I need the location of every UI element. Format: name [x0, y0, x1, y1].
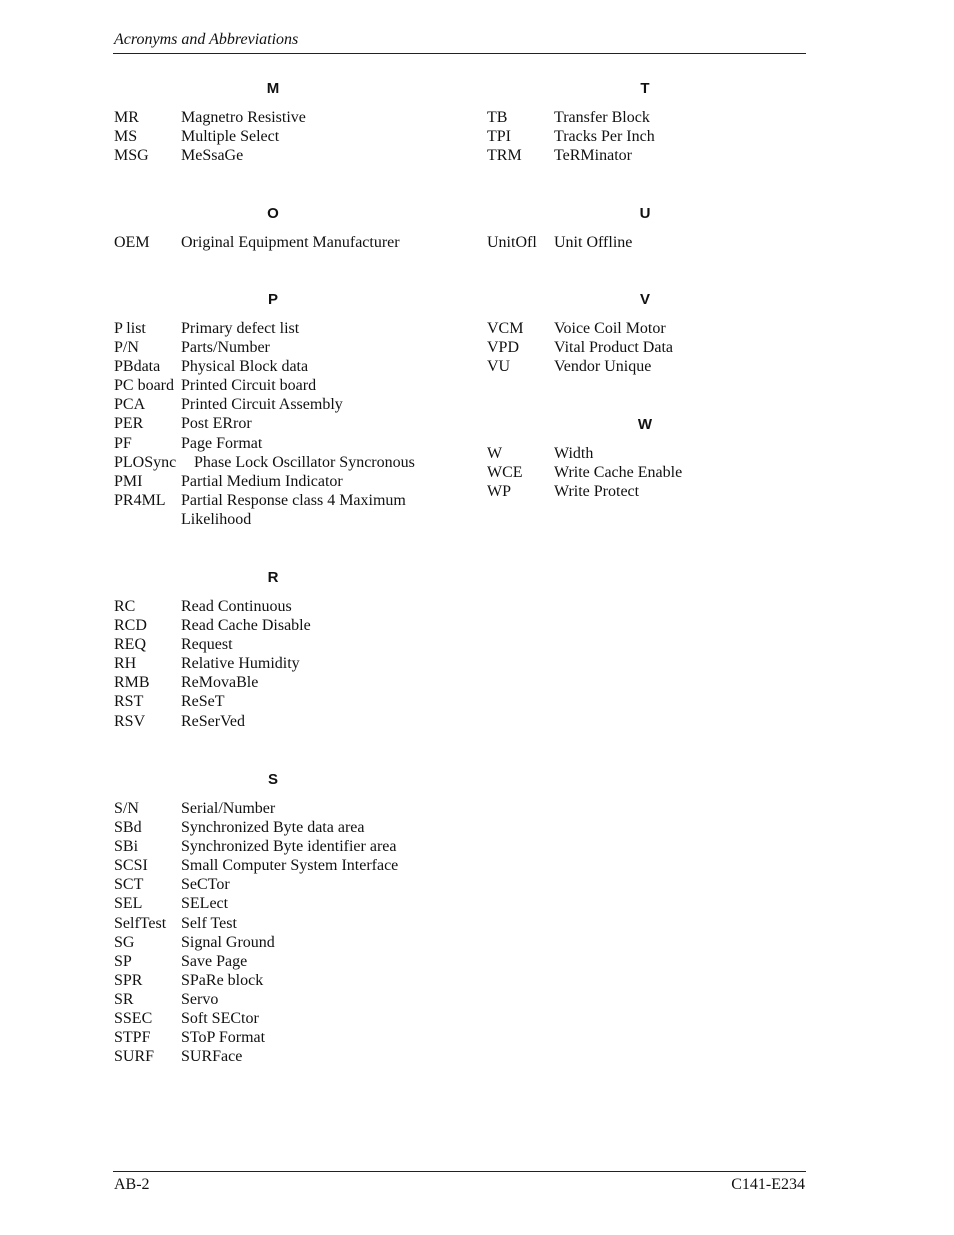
entry-abbreviation: P/N	[114, 339, 139, 357]
glossary-entry	[114, 952, 454, 971]
entry-abbreviation: RSV	[114, 712, 146, 730]
glossary-entry	[114, 414, 454, 433]
entry-abbreviation: SEL	[114, 895, 143, 913]
entry-abbreviation: TRM	[487, 147, 522, 165]
glossary-entry	[114, 319, 454, 338]
glossary-entry	[114, 712, 454, 731]
entry-definition: Multiple Select	[181, 128, 280, 146]
section-u	[487, 205, 807, 252]
entry-abbreviation: VU	[487, 358, 511, 376]
entry-definition: Read Cache Disable	[181, 617, 311, 635]
entry-definition: Tracks Per Inch	[554, 128, 655, 146]
glossary-entry	[114, 338, 454, 357]
glossary-entry	[487, 233, 807, 252]
entry-abbreviation: PLOSync	[114, 453, 177, 471]
entry-definition: SPaRe block	[181, 971, 264, 989]
section-letter: V	[639, 291, 650, 308]
entry-abbreviation: RH	[114, 655, 137, 673]
glossary-entry	[114, 933, 454, 952]
entry-abbreviation: SURF	[114, 1048, 155, 1066]
entry-definition: Voice Coil Motor	[554, 320, 666, 337]
glossary-entry	[114, 1047, 454, 1066]
entry-abbreviation: MSG	[114, 147, 149, 165]
entry-definition: Signal Ground	[181, 933, 275, 951]
entry-abbreviation: W	[487, 445, 503, 462]
glossary-entry	[487, 319, 807, 338]
entry-abbreviation: SG	[114, 933, 135, 951]
glossary-entry	[487, 108, 807, 127]
entry-abbreviation: SelfTest	[114, 914, 167, 932]
entry-list	[114, 108, 454, 165]
entry-abbreviation: WP	[487, 483, 511, 501]
section-t	[487, 80, 807, 165]
glossary-entry	[114, 837, 454, 856]
glossary-entry	[114, 357, 454, 376]
entry-definition: SURFace	[181, 1048, 243, 1066]
entry-definition: Post ERror	[181, 415, 252, 433]
section-letter: O	[267, 205, 279, 222]
entry-abbreviation: P list	[114, 320, 146, 337]
glossary-entry	[114, 971, 454, 990]
entry-definition: Phase Lock Oscillator Syncronous	[194, 453, 415, 471]
entry-abbreviation: SCT	[114, 876, 144, 894]
entry-abbreviation: SCSI	[114, 857, 148, 875]
entry-definition: SeCTor	[181, 876, 230, 894]
page-number: AB-2	[114, 1176, 150, 1193]
glossary-entry	[114, 597, 454, 616]
entry-definition: Width	[554, 445, 594, 462]
glossary-entry	[114, 654, 454, 673]
glossary-entry	[487, 482, 807, 501]
glossary-entry	[114, 233, 454, 252]
entry-abbreviation: TPI	[487, 128, 511, 146]
header-rule	[113, 53, 806, 54]
entry-abbreviation: RC	[114, 598, 136, 615]
entry-abbreviation: UnitOfl	[487, 234, 537, 251]
glossary-entry	[114, 875, 454, 894]
entry-definition: Serial/Number	[181, 800, 276, 817]
entry-definition: Vendor Unique	[554, 358, 652, 376]
entry-definition: SToP Format	[181, 1029, 266, 1047]
entry-definition: Write Protect	[554, 483, 640, 501]
entry-abbreviation: MR	[114, 109, 139, 126]
glossary-entry	[114, 894, 454, 913]
entry-definition: Small Computer System Interface	[181, 857, 399, 875]
page-header-title: Acronyms and Abbreviations	[114, 31, 299, 48]
glossary-entry	[114, 692, 454, 711]
glossary-entry	[114, 1028, 454, 1047]
entry-list	[487, 233, 807, 252]
entry-definition: Read Continuous	[181, 598, 292, 615]
entry-definition: Magnetro Resistive	[181, 109, 306, 126]
entry-definition: Servo	[181, 990, 219, 1008]
glossary-entry	[114, 914, 454, 933]
glossary-entry	[114, 818, 454, 837]
entry-definition: Printed Circuit Assembly	[181, 396, 343, 414]
entry-abbreviation: VPD	[487, 339, 520, 357]
entry-abbreviation: RST	[114, 693, 144, 711]
entry-definition: ReSerVed	[181, 712, 245, 730]
glossary-entry	[487, 338, 807, 357]
glossary-entry	[487, 463, 807, 482]
entry-definition: Request	[181, 636, 233, 654]
entry-list	[114, 319, 454, 529]
entry-list	[114, 233, 454, 252]
entry-abbreviation: OEM	[114, 234, 150, 251]
entry-abbreviation: SR	[114, 990, 134, 1008]
entry-definition: ReSeT	[181, 693, 225, 711]
glossary-entry	[114, 491, 454, 529]
glossary-entry	[114, 395, 454, 414]
entry-abbreviation: SBi	[114, 838, 139, 856]
entry-abbreviation: PR4ML	[114, 491, 166, 509]
glossary-entry	[114, 635, 454, 654]
entry-abbreviation: PCA	[114, 396, 146, 414]
footer-rule	[113, 1171, 806, 1172]
entry-abbreviation: TB	[487, 109, 508, 126]
entry-list	[487, 108, 807, 165]
glossary-entry	[114, 616, 454, 635]
section-p	[114, 291, 454, 529]
glossary-entry	[114, 127, 454, 146]
entry-definition: Original Equipment Manufacturer	[181, 234, 400, 251]
section-letter: W	[637, 416, 653, 433]
entry-definition: Unit Offline	[554, 234, 633, 251]
entry-abbreviation: REQ	[114, 636, 146, 654]
section-o	[114, 205, 454, 252]
entry-abbreviation: SBd	[114, 819, 142, 837]
entry-list	[114, 799, 454, 1066]
section-letter: S	[267, 771, 278, 788]
entry-definition: Parts/Number	[181, 339, 270, 357]
section-letter: P	[267, 291, 278, 308]
section-letter: U	[639, 205, 651, 222]
glossary-entry	[114, 472, 454, 491]
entry-list	[114, 597, 454, 731]
section-letter: T	[640, 80, 650, 97]
entry-definition: Self Test	[181, 914, 237, 932]
entry-abbreviation: VCM	[487, 320, 524, 337]
glossary-entry	[114, 146, 454, 165]
section-r	[114, 569, 454, 731]
entry-abbreviation: RMB	[114, 674, 150, 692]
entry-definition: MeSsaGe	[181, 147, 244, 165]
entry-definition: Partial Response class 4 Maximum Likelihood	[181, 491, 406, 528]
entry-abbreviation: PER	[114, 415, 144, 433]
entry-abbreviation: SSEC	[114, 1010, 153, 1028]
entry-abbreviation: MS	[114, 128, 138, 146]
entry-abbreviation: SP	[114, 952, 132, 970]
entry-definition: ReMovaBle	[181, 674, 259, 692]
document-id: C141-E234	[731, 1176, 805, 1193]
glossary-entry	[487, 127, 807, 146]
entry-definition: TeRMinator	[554, 147, 632, 165]
glossary-entry	[114, 856, 454, 875]
entry-list	[487, 319, 807, 376]
entry-abbreviation: PC board	[114, 377, 174, 395]
glossary-entry	[487, 146, 807, 165]
glossary-entry	[114, 990, 454, 1009]
glossary-entry	[114, 673, 454, 692]
entry-abbreviation: PMI	[114, 472, 143, 490]
entry-definition: Physical Block data	[181, 358, 309, 376]
entry-abbreviation: S/N	[114, 800, 139, 817]
entry-definition: Save Page	[181, 952, 248, 970]
entry-list	[487, 444, 807, 501]
section-letter: R	[267, 569, 279, 586]
section-s	[114, 771, 454, 1066]
entry-definition: Relative Humidity	[181, 655, 300, 673]
glossary-entry	[487, 357, 807, 376]
entry-definition: SELect	[181, 895, 229, 913]
entry-definition: Page Format	[181, 434, 263, 452]
entry-definition: Printed Circuit board	[181, 377, 317, 395]
entry-abbreviation: RCD	[114, 617, 147, 635]
entry-definition: Soft SECtor	[181, 1010, 259, 1028]
entry-definition: Transfer Block	[554, 109, 650, 126]
entry-abbreviation: WCE	[487, 464, 523, 482]
entry-definition: Vital Product Data	[554, 339, 674, 357]
entry-definition: Synchronized Byte data area	[181, 819, 365, 837]
entry-definition: Write Cache Enable	[554, 464, 683, 482]
glossary-entry	[114, 1009, 454, 1028]
entry-definition: Primary defect list	[181, 320, 300, 337]
glossary-entry	[114, 799, 454, 818]
entry-abbreviation: PF	[114, 434, 132, 452]
entry-definition: Partial Medium Indicator	[181, 472, 343, 490]
glossary-entry	[114, 108, 454, 127]
section-v	[487, 291, 807, 376]
entry-abbreviation: SPR	[114, 971, 143, 989]
entry-abbreviation: STPF	[114, 1029, 151, 1047]
entry-definition: Synchronized Byte identifier area	[181, 838, 397, 856]
glossary-entry	[114, 453, 454, 472]
glossary-entry	[114, 376, 454, 395]
section-w	[487, 416, 807, 501]
section-m	[114, 80, 454, 165]
section-letter: M	[266, 80, 280, 97]
glossary-entry	[487, 444, 807, 463]
glossary-entry	[114, 434, 454, 453]
entry-abbreviation: PBdata	[114, 358, 161, 376]
